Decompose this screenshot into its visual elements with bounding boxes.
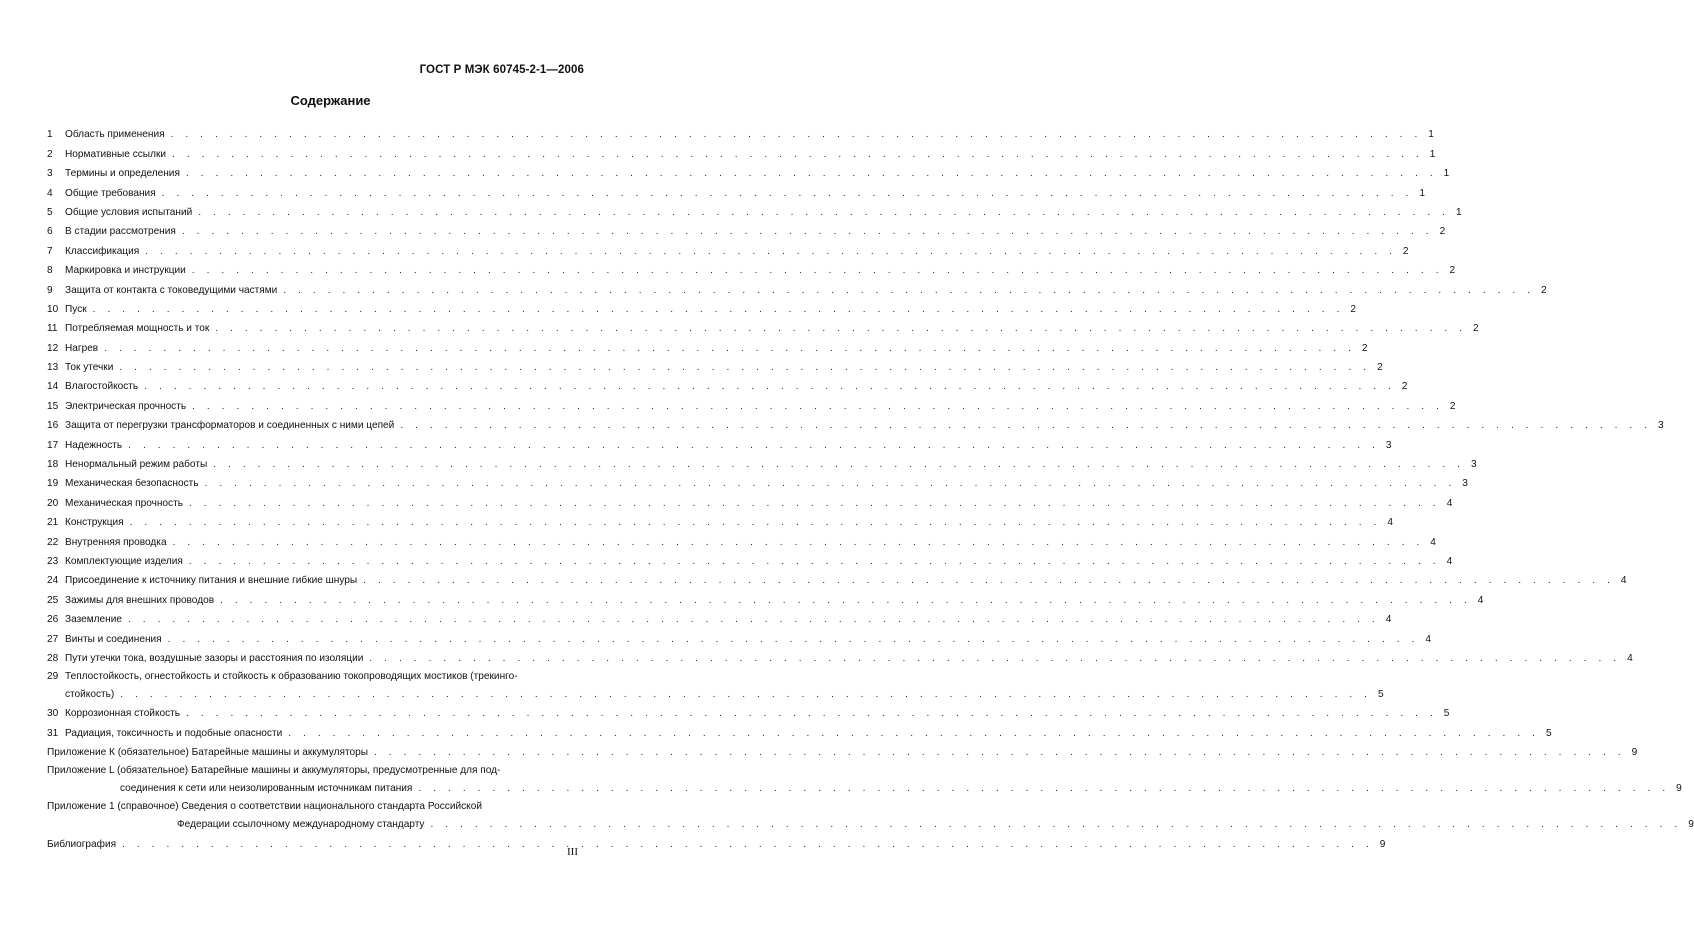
toc-entry-number: 10 [47,303,59,315]
toc-entry[interactable] [47,277,1547,296]
toc-entry-number: 3 [47,168,53,180]
toc-entry-page: 5 [1377,688,1384,700]
toc-entry-label: Нормативные ссылки [65,148,167,160]
toc-entry-label: Коррозионная стойкость [65,708,181,720]
dot-leader: . . . . . . . . . . . . . . . . . . . . . . . . . . . . . . . . . . . . . . . . . . . . . . . . . . . . . . . . . . . . . . . . . . . . . . . . . . . . . . . . . . . . . [161,187,1414,199]
toc-entry-number: 5 [47,206,53,218]
toc-entry-31[interactable] [47,720,1552,739]
toc-entry-29[interactable] [47,665,1384,701]
toc-entry-page: 1 [1428,129,1434,141]
dot-leader: . . . . . . . . . . . . . . . . . . . . . . . . . . . . . . . . . . . . . . . . . . . . . . . . . . . . . . . . . . . . . . . . . . . . . . . . . . . . . . . . . . . . . [119,362,1371,374]
toc-entry-page: 9 [1379,838,1386,850]
toc-entry-number: 6 [47,226,53,238]
toc-entry-number: 11 [47,323,58,335]
toc-entry-number: 22 [47,536,59,548]
dot-leader: . . . . . . . . . . . . . . . . . . . . . . . . . . . . . . . . . . . . . . . . . . . . . . . . . . . . . . . . . . . . . . . . . . . . . . . . . . . . . . . . . . . . . [215,323,1467,335]
dot-leader: . . . . . . . . . . . . . . . . . . . . . . . . . . . . . . . . . . . . . . . . . . . . . . . . . . . . . . . . . . . . . . . . . . . . . . . . . . . . . . . . . . . . . [288,727,1540,739]
toc-entry-page: 4 [1477,594,1484,606]
toc-entry-page: 1 [1429,148,1436,160]
toc-annex-1[interactable] [47,795,1694,831]
toc-entry-label: Библиография [47,838,117,850]
toc-entry-label: Влагостойкость [65,381,139,393]
dot-leader: . . . . . . . . . . . . . . . . . . . . . . . . . . . . . . . . . . . . . . . . . . . . . . . . . . . . . . . . . . . . . . . . . . . . . . . . . . . . . . . . . . . . . [363,575,1615,587]
toc-entry-number: 25 [47,594,59,606]
toc-entry-number: 13 [47,362,59,374]
toc-entry-number: 9 [47,284,53,296]
dot-leader: . . . . . . . . . . . . . . . . . . . . . . . . . . . . . . . . . . . . . . . . . . . . . . . . . . . . . . . . . . . . . . . . . . . . . . . . . . . . . . . . . . . . . [186,708,1438,720]
toc-entry-page: 9 [1676,783,1682,795]
toc-entry[interactable] [47,374,1408,393]
toc-entry-page: 4 [1387,517,1393,529]
toc-entry[interactable] [47,549,1453,568]
toc-entry-number: 12 [47,342,59,354]
toc-entry-page: 3 [1658,420,1664,432]
dot-leader: . . . . . . . . . . . . . . . . . . . . . . . . . . . . . . . . . . . . . . . . . . . . . . . . . . . . . . . . . . . . . . . . . . . . . . . . . . . . . . . . . . . . . [145,245,1397,257]
toc-entry-page: 2 [1402,245,1409,257]
dot-leader: . . . . . . . . . . . . . . . . . . . . . . . . . . . . . . . . . . . . . . . . . . . . . . . . . . . . . . . . . . . . . . . . . . . . . . . . . . . . . . . . . . . . . [192,400,1444,412]
toc-entry[interactable] [47,568,1627,587]
toc-entry-page: 2 [1472,323,1479,335]
dot-leader: . . . . . . . . . . . . . . . . . . . . . . . . . . . . . . . . . . . . . . . . . . . . . . . . . . . . . . . . . . . . . . . . . . . . . . . . . . . . . . . . . . . . . [373,747,1626,759]
toc-entry-page: 4 [1446,555,1453,567]
toc-entry-number: 26 [47,614,59,626]
toc-entry-page: 4 [1385,614,1392,626]
toc-entry-label: Область применения [65,129,165,141]
toc-entry-number: 21 [47,517,59,529]
toc-entry-page: 2 [1350,303,1356,315]
toc-entry[interactable] [47,490,1453,509]
toc-entry[interactable] [47,238,1409,257]
toc-entry-number: 16 [47,420,59,432]
dot-leader: . . . . . . . . . . . . . . . . . . . . . . . . . . . . . . . . . . . . . . . . . . . . . . . . . . . . . . . . . . . . . . . . . . . . . . . . . . . . . . . . . . . . . [172,536,1424,548]
toc-entry[interactable] [47,413,1664,432]
toc-entry-page: 4 [1620,575,1627,587]
toc-entry-label: Надежность [65,439,123,451]
toc-entry-page: 9 [1688,819,1694,831]
toc-entry-page: 2 [1401,381,1408,393]
toc-entry-page: 2 [1449,400,1456,412]
toc-entry-list [47,122,1664,665]
toc-entry[interactable] [47,452,1477,471]
toc-entry-number: 4 [47,187,53,199]
toc-entry[interactable] [47,607,1392,626]
toc-entry-label: Пути утечки тока, воздушные зазоры и расстояния по изоляции [65,652,364,664]
dot-leader: . . . . . . . . . . . . . . . . . . . . . . . . . . . . . . . . . . . . . . . . . . . . . . . . . . . . . . . . . . . . . . . . . . . . . . . . . . . . . . . . . . . . . [128,439,1380,451]
toc-entry-page: 2 [1439,226,1446,238]
toc-entry-label: В стадии рассмотрения [65,226,176,238]
toc-entry-page: 1 [1443,168,1450,180]
dot-leader: . . . . . . . . . . . . . . . . . . . . . . . . . . . . . . . . . . . . . . . . . . . . . . . . . . . . . . . . . . . . . . . . . . . . . . . . . . . . . . . . . . . . . [181,226,1434,238]
toc-entry-page: 4 [1446,497,1453,509]
toc-entry-label-line1: Теплостойкость, огнестойкость и стойкость к образованию токопроводящих мостиков (трекинго- [65,670,518,682]
dot-leader: . . . . . . . . . . . . . . . . . . . . . . . . . . . . . . . . . . . . . . . . . . . . . . . . . . . . . . . . . . . . . . . . . . . . . . . . . . . . . . . . . . . . . [418,783,1670,795]
dot-leader: . . . . . . . . . . . . . . . . . . . . . . . . . . . . . . . . . . . . . . . . . . . . . . . . . . . . . . . . . . . . . . . . . . . . . . . . . . . . . . . . . . . . . [220,594,1472,606]
toc-entry-label: Ток утечки [65,362,114,374]
toc-entry-label: Защита от перегрузки трансформаторов и соединенных с ними цепей [65,420,395,432]
toc-entry-number: 7 [47,245,53,257]
toc-annex-k[interactable] [47,740,1638,759]
toc-entry-label: Присоединение к источнику питания и внешние гибкие шнуры [65,575,358,587]
table-of-contents [47,122,1694,851]
toc-annex-l[interactable] [47,759,1682,795]
toc-entry-number: 27 [47,633,59,645]
toc-entry-number: 19 [47,478,59,490]
toc-entry-number: 28 [47,652,59,664]
toc-entry-page: 5 [1443,708,1450,720]
toc-entry-label: Заземление [65,614,122,626]
toc-entry-label: Радиация, токсичность и подобные опасности [65,727,283,739]
toc-entry-label: Нагрев [65,342,99,354]
toc-entry-label: Общие условия испытаний [65,206,193,218]
toc-entry-label: Защита от контакта с токоведущими частями [65,284,278,296]
toc-entry-page: 5 [1545,727,1552,739]
toc-entry[interactable] [47,393,1456,412]
dot-leader: . . . . . . . . . . . . . . . . . . . . . . . . . . . . . . . . . . . . . . . . . . . . . . . . . . . . . . . . . . . . . . . . . . . . . . . . . . . . . . . . . . . . . [400,420,1652,432]
toc-entry[interactable] [47,258,1456,277]
toc-entry[interactable] [47,587,1484,606]
toc-entry-page: 2 [1449,265,1456,277]
toc-entry[interactable] [47,355,1383,374]
toc-entry-page: 2 [1541,284,1547,296]
toc-entry[interactable] [47,432,1392,451]
toc-entry[interactable] [47,510,1393,529]
toc-entry-number: 15 [47,400,59,412]
toc-entry-label-line1: Приложение 1 (справочное) Сведения о соответствии национального стандарта Российской [47,801,482,813]
toc-entry-label: Винты и соединения [65,633,162,645]
dot-leader: . . . . . . . . . . . . . . . . . . . . . . . . . . . . . . . . . . . . . . . . . . . . . . . . . . . . . . . . . . . . . . . . . . . . . . . . . . . . . . . . . . . . . [430,819,1682,831]
toc-entry-page: 1 [1419,187,1426,199]
toc-entry-number: 8 [47,265,53,277]
toc-entry-label: Классификация [65,245,140,257]
toc-entry-label: Маркировка и инструкции [65,265,186,277]
dot-leader: . . . . . . . . . . . . . . . . . . . . . . . . . . . . . . . . . . . . . . . . . . . . . . . . . . . . . . . . . . . . . . . . . . . . . . . . . . . . . . . . . . . . . [122,838,1374,850]
toc-entry-number: 1 [47,129,53,141]
toc-entry-label: Конструкция [65,517,124,529]
toc-entry-page: 2 [1377,362,1383,374]
toc-entry[interactable] [47,626,1431,645]
toc-entry[interactable] [47,646,1633,665]
toc-entry-label: Общие требования [65,187,156,199]
dot-leader: . . . . . . . . . . . . . . . . . . . . . . . . . . . . . . . . . . . . . . . . . . . . . . . . . . . . . . . . . . . . . . . . . . . . . . . . . . . . . . . . . . . . . [172,148,1424,160]
dot-leader: . . . . . . . . . . . . . . . . . . . . . . . . . . . . . . . . . . . . . . . . . . . . . . . . . . . . . . . . . . . . . . . . . . . . . . . . . . . . . . . . . . . . . [283,284,1535,296]
toc-entry-label: Ненормальный режим работы [65,459,208,471]
toc-entry-label: Пуск [65,303,87,315]
dot-leader: . . . . . . . . . . . . . . . . . . . . . . . . . . . . . . . . . . . . . . . . . . . . . . . . . . . . . . . . . . . . . . . . . . . . . . . . . . . . . . . . . . . . . [144,381,1396,393]
toc-entry-page: 3 [1470,459,1477,471]
toc-entry-label: Приложение К (обязательное) Батарейные машины и аккумуляторы [47,747,368,759]
toc-entry-label: Внутренняя проводка [65,536,167,548]
toc-entry-page: 4 [1627,652,1633,664]
toc-entry-number: 30 [47,708,59,720]
dot-leader: . . . . . . . . . . . . . . . . . . . . . . . . . . . . . . . . . . . . . . . . . . . . . . . . . . . . . . . . . . . . . . . . . . . . . . . . . . . . . . . . . . . . . [188,555,1441,567]
toc-entry[interactable] [47,316,1479,335]
toc-entry-number: 23 [47,555,59,567]
toc-entry-label-line1: Приложение L (обязательное) Батарейные машины и аккумуляторы, предусмотренные для под- [47,765,501,777]
dot-leader: . . . . . . . . . . . . . . . . . . . . . . . . . . . . . . . . . . . . . . . . . . . . . . . . . . . . . . . . . . . . . . . . . . . . . . . . . . . . . . . . . . . . . [129,517,1381,529]
toc-entry-label: Комплектующие изделия [65,555,183,567]
toc-entry-label: Электрическая прочность [65,400,187,412]
toc-entry-number: 2 [47,148,53,160]
toc-entry-number: 29 [47,670,59,682]
dot-leader: . . . . . . . . . . . . . . . . . . . . . . . . . . . . . . . . . . . . . . . . . . . . . . . . . . . . . . . . . . . . . . . . . . . . . . . . . . . . . . . . . . . . . [369,652,1621,664]
toc-entry-number: 31 [47,727,59,739]
toc-entry[interactable] [47,200,1462,219]
toc-entry-label-line2: стойкость) [65,688,115,700]
toc-bibliography[interactable] [47,831,1386,850]
toc-entry-page: 1 [1455,206,1462,218]
toc-entry-label-line2: Федерации ссылочному международному стандарту [177,819,425,831]
dot-leader: . . . . . . . . . . . . . . . . . . . . . . . . . . . . . . . . . . . . . . . . . . . . . . . . . . . . . . . . . . . . . . . . . . . . . . . . . . . . . . . . . . . . . [128,614,1380,626]
toc-entry-page: 3 [1462,478,1468,490]
toc-entry-30[interactable] [47,701,1450,720]
page-number: III [567,846,578,858]
toc-entry-label: Термины и определения [65,168,180,180]
dot-leader: . . . . . . . . . . . . . . . . . . . . . . . . . . . . . . . . . . . . . . . . . . . . . . . . . . . . . . . . . . . . . . . . . . . . . . . . . . . . . . . . . . . . . [191,265,1444,277]
dot-leader: . . . . . . . . . . . . . . . . . . . . . . . . . . . . . . . . . . . . . . . . . . . . . . . . . . . . . . . . . . . . . . . . . . . . . . . . . . . . . . . . . . . . . [167,633,1419,645]
dot-leader: . . . . . . . . . . . . . . . . . . . . . . . . . . . . . . . . . . . . . . . . . . . . . . . . . . . . . . . . . . . . . . . . . . . . . . . . . . . . . . . . . . . . . [170,129,1422,141]
toc-entry-label-line2: соединения к сети или неизолированным источникам питания [120,783,413,795]
toc-entry[interactable] [47,122,1434,141]
toc-entry-page: 9 [1631,747,1638,759]
dot-leader: . . . . . . . . . . . . . . . . . . . . . . . . . . . . . . . . . . . . . . . . . . . . . . . . . . . . . . . . . . . . . . . . . . . . . . . . . . . . . . . . . . . . . [92,303,1344,315]
toc-entry-label: Механическая безопасность [65,478,199,490]
toc-entry[interactable] [47,297,1356,316]
toc-entry-number: 17 [47,439,59,451]
toc-entry[interactable] [47,161,1450,180]
dot-leader: . . . . . . . . . . . . . . . . . . . . . . . . . . . . . . . . . . . . . . . . . . . . . . . . . . . . . . . . . . . . . . . . . . . . . . . . . . . . . . . . . . . . . [120,688,1372,700]
dot-leader: . . . . . . . . . . . . . . . . . . . . . . . . . . . . . . . . . . . . . . . . . . . . . . . . . . . . . . . . . . . . . . . . . . . . . . . . . . . . . . . . . . . . . [204,478,1456,490]
page-title: Содержание [290,93,371,108]
toc-entry[interactable] [47,180,1426,199]
toc-entry[interactable] [47,219,1446,238]
dot-leader: . . . . . . . . . . . . . . . . . . . . . . . . . . . . . . . . . . . . . . . . . . . . . . . . . . . . . . . . . . . . . . . . . . . . . . . . . . . . . . . . . . . . . [185,168,1438,180]
toc-entry-page: 3 [1385,439,1392,451]
toc-entry-label: Зажимы для внешних проводов [65,594,215,606]
toc-entry-page: 2 [1361,342,1368,354]
toc-entry-label: Механическая прочность [65,497,183,509]
toc-entry[interactable] [47,335,1368,354]
toc-entry[interactable] [47,141,1436,160]
toc-entry[interactable] [47,529,1436,548]
dot-leader: . . . . . . . . . . . . . . . . . . . . . . . . . . . . . . . . . . . . . . . . . . . . . . . . . . . . . . . . . . . . . . . . . . . . . . . . . . . . . . . . . . . . . [188,497,1441,509]
toc-entry-number: 20 [47,497,59,509]
toc-entry-number: 14 [47,381,59,393]
toc-entry-page: 4 [1430,536,1436,548]
dot-leader: . . . . . . . . . . . . . . . . . . . . . . . . . . . . . . . . . . . . . . . . . . . . . . . . . . . . . . . . . . . . . . . . . . . . . . . . . . . . . . . . . . . . . [213,459,1465,471]
toc-entry-number: 18 [47,459,59,471]
toc-entry[interactable] [47,471,1468,490]
dot-leader: . . . . . . . . . . . . . . . . . . . . . . . . . . . . . . . . . . . . . . . . . . . . . . . . . . . . . . . . . . . . . . . . . . . . . . . . . . . . . . . . . . . . . [198,206,1450,218]
toc-entry-page: 4 [1425,633,1431,645]
toc-entry-number: 24 [47,575,59,587]
dot-leader: . . . . . . . . . . . . . . . . . . . . . . . . . . . . . . . . . . . . . . . . . . . . . . . . . . . . . . . . . . . . . . . . . . . . . . . . . . . . . . . . . . . . . [104,342,1356,354]
toc-entry-label: Потребляемая мощность и ток [65,323,210,335]
document-code-header: ГОСТ Р МЭК 60745-2-1—2006 [419,64,584,76]
